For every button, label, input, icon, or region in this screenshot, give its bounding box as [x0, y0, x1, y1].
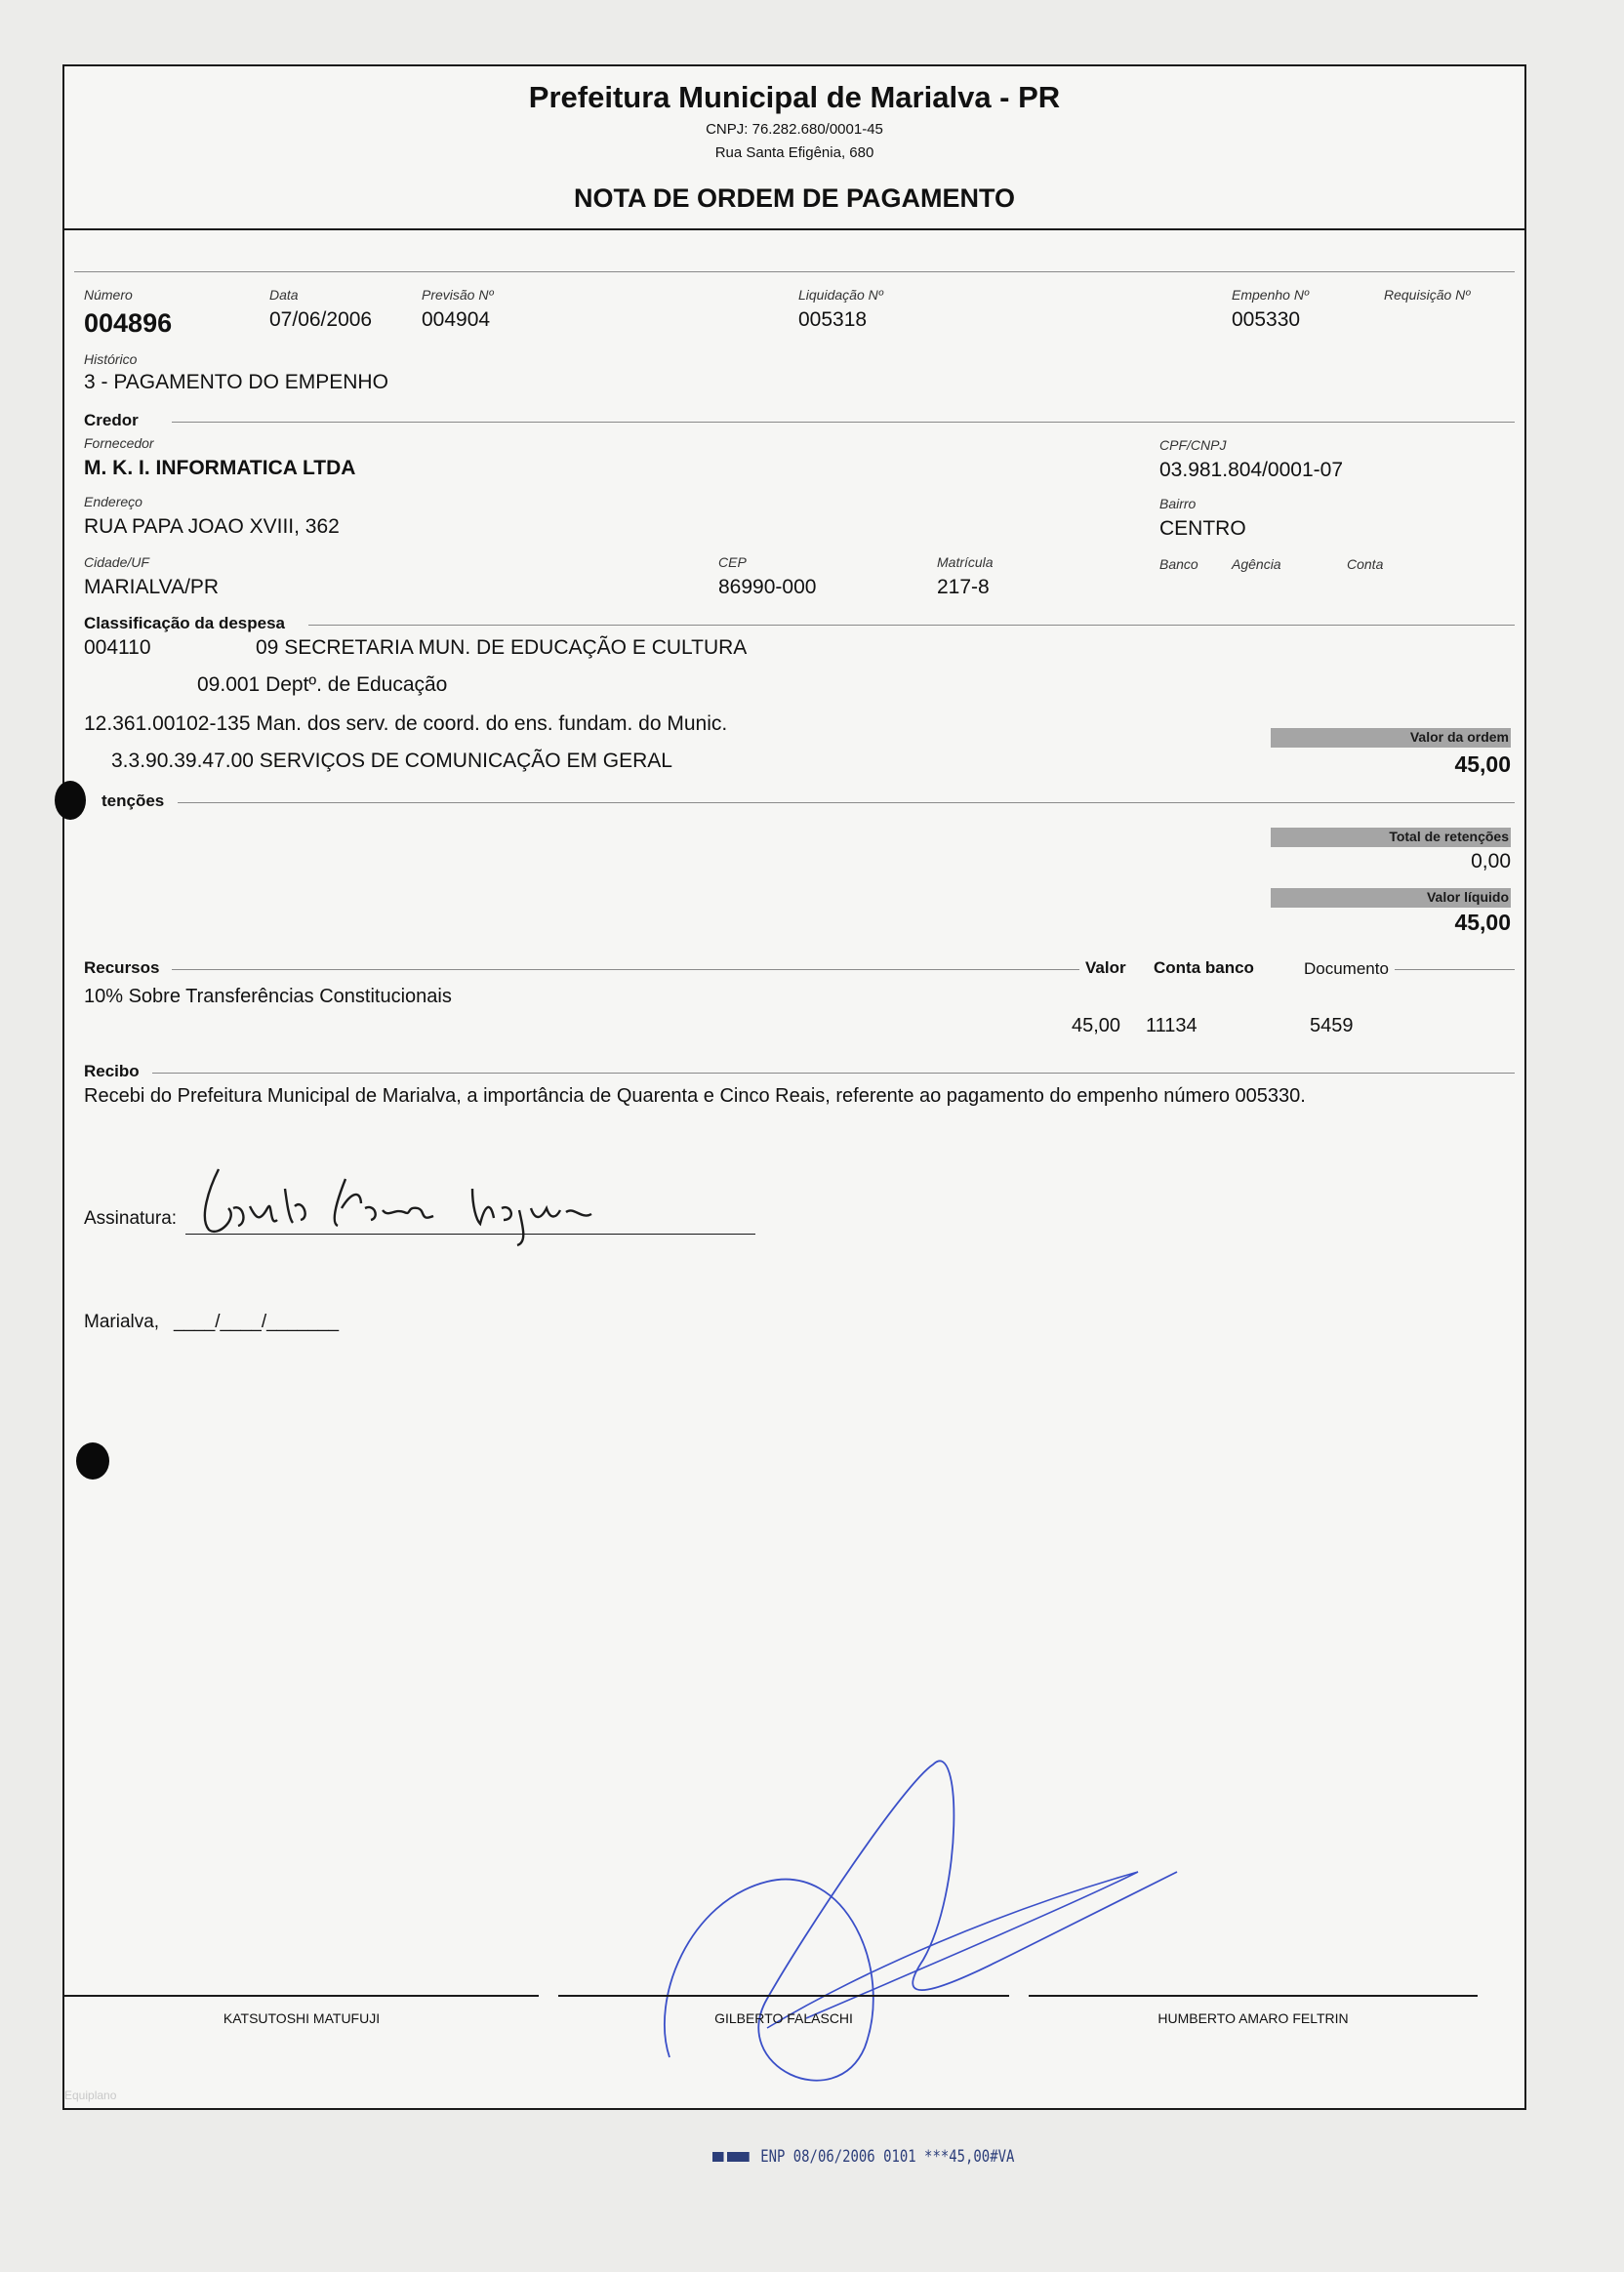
- recibo-rule: [152, 1073, 1515, 1074]
- fornecedor-value: M. K. I. INFORMATICA LTDA: [84, 457, 356, 479]
- data-label: Data: [269, 287, 299, 303]
- punch-hole-mark-2: [76, 1442, 109, 1480]
- valor-ordem-value: 45,00: [1454, 751, 1511, 777]
- classificacao-section-title: Classificação da despesa: [84, 614, 291, 633]
- numero-value: 004896: [84, 308, 173, 338]
- signature-line-3: [1029, 1995, 1478, 1997]
- signatory-2: GILBERTO FALASCHI: [714, 2010, 853, 2026]
- recursos-conta-label: Conta banco: [1148, 958, 1260, 978]
- cidade-value: MARIALVA/PR: [84, 576, 220, 598]
- assinatura-label: Assinatura:: [84, 1208, 178, 1229]
- total-retencoes-value: 0,00: [1471, 850, 1511, 872]
- cpf-value: 03.981.804/0001-07: [1159, 459, 1344, 481]
- valor-ordem-bar: [1271, 728, 1511, 748]
- matricula-value: 217-8: [937, 576, 990, 598]
- valor-ordem-label: Valor da ordem: [1409, 729, 1509, 745]
- total-retencoes-label: Total de retenções: [1389, 829, 1509, 844]
- endereco-value: RUA PAPA JOAO XVIII, 362: [84, 515, 340, 538]
- bairro-value: CENTRO: [1159, 517, 1246, 540]
- signatory-3: HUMBERTO AMARO FELTRIN: [1157, 2010, 1349, 2026]
- bairro-label: Bairro: [1159, 496, 1197, 511]
- empenho-label: Empenho Nº: [1232, 287, 1310, 303]
- classificacao-code: 004110: [84, 636, 151, 659]
- cpf-label: CPF/CNPJ: [1159, 437, 1227, 453]
- stamp-text: ENP 08/06/2006 0101 ***45,00#VA: [760, 2147, 1015, 2167]
- date-blank: ____/____/_______: [174, 1312, 340, 1332]
- data-value: 07/06/2006: [269, 308, 373, 331]
- fornecedor-label: Fornecedor: [84, 435, 154, 451]
- retencoes-section-title: tenções: [102, 791, 170, 811]
- document-title: NOTA DE ORDEM DE PAGAMENTO: [573, 183, 1015, 213]
- agencia-label: Agência: [1232, 556, 1281, 572]
- previsao-label: Previsão Nº: [422, 287, 494, 303]
- recibo-section-title: Recibo: [84, 1062, 145, 1081]
- org-name: Prefeitura Municipal de Marialva - PR: [528, 80, 1061, 114]
- valor-liquido-label: Valor líquido: [1426, 889, 1509, 905]
- valor-liquido-value: 45,00: [1454, 910, 1511, 935]
- signatory-1: KATSUTOSHI MATUFUJI: [223, 2010, 381, 2026]
- retencoes-rule: [178, 802, 1515, 803]
- footer-faint-text: Equiplano: [64, 2089, 117, 2102]
- cidade-label: Cidade/UF: [84, 554, 149, 570]
- classificacao-secretaria: 09 SECRETARIA MUN. DE EDUCAÇÃO E CULTURA: [256, 636, 748, 659]
- recursos-conta: 11134: [1146, 1015, 1198, 1036]
- recursos-rule: [172, 969, 1128, 970]
- signature-line-2: [558, 1995, 1009, 1997]
- classificacao-elemento: 3.3.90.39.47.00 SERVIÇOS DE COMUNICAÇÃO EM GERAL: [111, 750, 672, 772]
- recursos-documento: 5459: [1310, 1015, 1354, 1036]
- classificacao-departamento: 09.001 Deptº. de Educação: [197, 673, 448, 696]
- header-divider: [64, 228, 1524, 230]
- payment-order-document: [62, 64, 1526, 2110]
- recursos-documento-label: Documento: [1298, 959, 1395, 979]
- historico-value: 3 - PAGAMENTO DO EMPENHO: [84, 371, 388, 393]
- recursos-valor: 45,00: [1072, 1015, 1121, 1036]
- liquidacao-value: 005318: [798, 308, 868, 331]
- stamp-barcode-icon: [712, 2152, 750, 2162]
- classificacao-rule: [308, 625, 1515, 626]
- cep-value: 86990-000: [718, 576, 817, 598]
- recipient-signature-icon: [180, 1150, 687, 1257]
- total-retencoes-bar: [1271, 828, 1511, 847]
- recursos-descricao: 10% Sobre Transferências Constitucionais: [84, 986, 452, 1007]
- recursos-section-title: Recursos: [84, 958, 165, 978]
- previsao-value: 004904: [422, 308, 491, 331]
- endereco-label: Endereço: [84, 494, 142, 509]
- recursos-valor-label: Valor: [1079, 958, 1132, 978]
- liquidacao-label: Liquidação Nº: [798, 287, 883, 303]
- local-label: Marialva,: [84, 1312, 160, 1332]
- org-address: Rua Santa Efigênia, 680: [714, 144, 874, 161]
- requisicao-label: Requisição Nº: [1384, 287, 1471, 303]
- authority-signature-icon: [650, 1725, 1197, 2116]
- punch-hole-mark: [55, 781, 86, 820]
- credor-section-title: Credor: [84, 411, 144, 430]
- processing-stamp: [712, 2147, 1014, 2167]
- empenho-value: 005330: [1232, 308, 1301, 331]
- banco-label: Banco: [1159, 556, 1198, 572]
- org-cnpj: CNPJ: 76.282.680/0001-45: [706, 121, 883, 138]
- conta-label: Conta: [1347, 556, 1384, 572]
- historico-label: Histórico: [84, 351, 138, 367]
- numero-label: Número: [84, 287, 133, 303]
- cep-label: CEP: [718, 554, 747, 570]
- signature-line-1: [64, 1995, 539, 1997]
- credor-rule: [172, 422, 1515, 423]
- valor-liquido-bar: [1271, 888, 1511, 908]
- top-rule: [74, 271, 1515, 272]
- matricula-label: Matrícula: [937, 554, 994, 570]
- classificacao-programa: 12.361.00102-135 Man. dos serv. de coord. do ens. fundam. do Munic.: [84, 712, 728, 735]
- recibo-text: Recebi do Prefeitura Municipal de Marialva, a importância de Quarenta e Cinco Reais, referente ao pagamento do empenho número 005330.: [84, 1085, 1306, 1107]
